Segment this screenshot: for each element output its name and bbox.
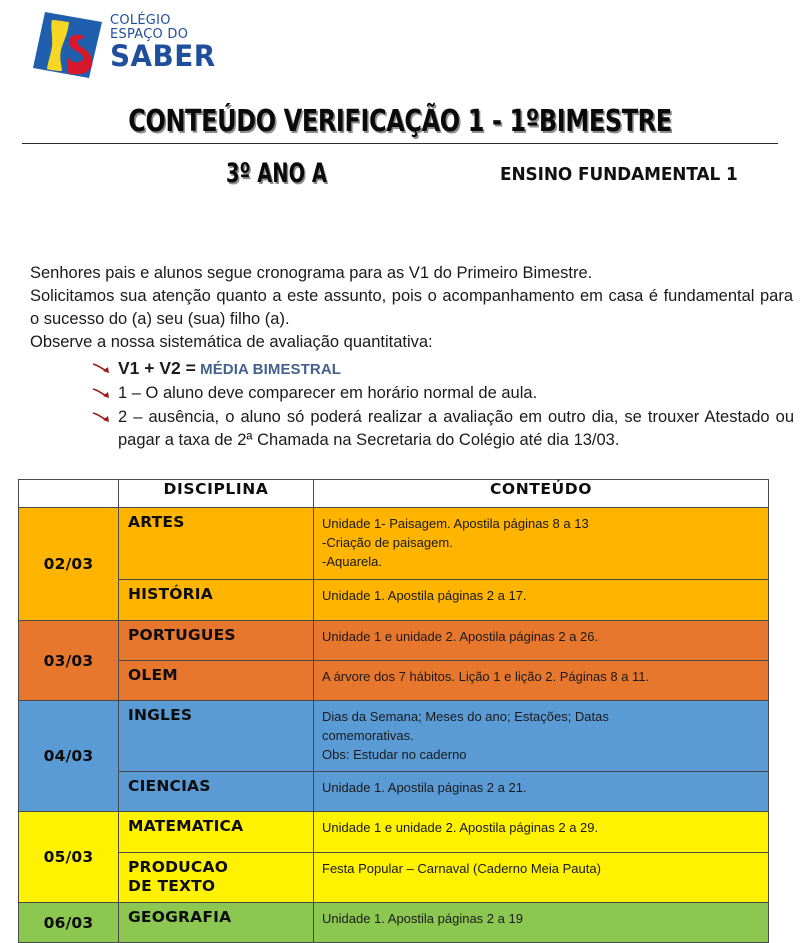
content-line: Unidade 1. Apostila páginas 2 a 21. [322, 780, 527, 795]
cell-date: 05/03 [19, 812, 119, 903]
formula-result: MÉDIA BIMESTRAL [195, 361, 342, 378]
cell-content [314, 580, 769, 621]
list-item [92, 406, 794, 452]
table-row [19, 580, 769, 621]
arrow-bullet-icon [92, 361, 112, 377]
title-divider [22, 143, 778, 144]
content-line: -Criação de paisagem. [322, 535, 453, 550]
table-row [19, 772, 769, 812]
intro-line-3: Observe a nossa sistemática de avaliação quantitativa: [30, 333, 433, 351]
content-line: Unidade 1. Apostila páginas 2 a 19 [322, 911, 523, 926]
content-line: Festa Popular – Carnaval (Caderno Meia Pauta) [322, 861, 601, 876]
table-row [19, 508, 769, 580]
cell-date: 02/03 [19, 508, 119, 621]
list-item [92, 382, 794, 405]
page-title: CONTEÚDO VERIFICAÇÃO 1 - 1ºBIMESTRE [128, 104, 672, 139]
cell-date: 06/03 [19, 903, 119, 943]
table-row [19, 621, 769, 661]
cell-content [314, 701, 769, 772]
content-line: Unidade 1 e unidade 2. Apostila páginas 2 a 29. [322, 820, 599, 835]
cell-discipline: PRODUCAO DE TEXTO [119, 853, 314, 903]
education-level: ENSINO FUNDAMENTAL 1 [500, 164, 738, 185]
table-row [19, 812, 769, 853]
cell-date: 03/03 [19, 621, 119, 701]
cell-content [314, 853, 769, 903]
content-line: Obs: Estudar no caderno [322, 747, 467, 762]
logo-line-espaco-do: ESPAÇO DO [110, 25, 189, 42]
table-row [19, 701, 769, 772]
list-item [92, 357, 794, 381]
school-logo [28, 6, 328, 86]
cell-date: 04/03 [19, 701, 119, 812]
table-body [19, 508, 769, 943]
intro-line-2: Solicitamos sua atenção quanto a este assunto, pois o acompanhamento em casa é fundamental para o sucesso do (a) seu (sua) filho (a). [30, 287, 793, 328]
content-line: -Aquarela. [322, 554, 382, 569]
arrow-bullet-icon [92, 386, 112, 402]
subtitle-row [0, 158, 800, 192]
cell-discipline: OLEM [119, 661, 314, 701]
table-row [19, 903, 769, 943]
cell-discipline: CIENCIAS [119, 772, 314, 812]
content-line: Unidade 1- Paisagem. Apostila páginas 8 a 13 [322, 516, 589, 531]
content-line: Unidade 1. Apostila páginas 2 a 17. [322, 588, 527, 603]
cell-content [314, 903, 769, 943]
rule-text: 2 – ausência, o aluno só poderá realizar a avaliação em outro dia, se trouxer Atestado ou pagar a taxa de 2ª Chamada na Secretaria do Colégio até dia 13/03. [118, 408, 794, 449]
intro-text [30, 262, 793, 354]
arrow-bullet-icon [92, 410, 112, 426]
class-subtitle: 3º ANO A [226, 158, 327, 189]
cell-content [314, 621, 769, 661]
table-row [19, 661, 769, 701]
cell-discipline: HISTÓRIA [119, 580, 314, 621]
content-line: comemorativas. [322, 728, 414, 743]
logo-line-colegio: COLÉGIO [110, 12, 171, 28]
header-disciplina: DISCIPLINA [119, 480, 314, 508]
cell-discipline: PORTUGUES [119, 621, 314, 661]
cell-discipline: GEOGRAFIA [119, 903, 314, 943]
content-line: Dias da Semana; Meses do ano; Estações; Datas [322, 709, 609, 724]
table-row [19, 853, 769, 903]
cell-content [314, 508, 769, 580]
cell-content [314, 772, 769, 812]
header-conteudo: CONTEÚDO [314, 480, 769, 508]
cell-discipline: INGLES [119, 701, 314, 772]
logo-mark-icon [28, 8, 106, 82]
intro-line-1: Senhores pais e alunos segue cronograma para as V1 do Primeiro Bimestre. [30, 264, 593, 282]
rule-text: 1 – O aluno deve comparecer em horário normal de aula. [118, 384, 538, 402]
rules-list [92, 357, 794, 453]
schedule-table [18, 479, 769, 943]
logo-line-saber: SABER [110, 39, 216, 73]
cell-content [314, 661, 769, 701]
cell-discipline: MATEMATICA [119, 812, 314, 853]
table-header-row [19, 480, 769, 508]
formula-label: V1 + V2 = [118, 358, 196, 378]
header-date [19, 480, 119, 508]
content-line: Unidade 1 e unidade 2. Apostila páginas 2 a 26. [322, 629, 599, 644]
cell-content [314, 812, 769, 853]
content-line: A árvore dos 7 hábitos. Lição 1 e lição 2. Páginas 8 a 11. [322, 669, 650, 684]
cell-discipline: ARTES [119, 508, 314, 580]
